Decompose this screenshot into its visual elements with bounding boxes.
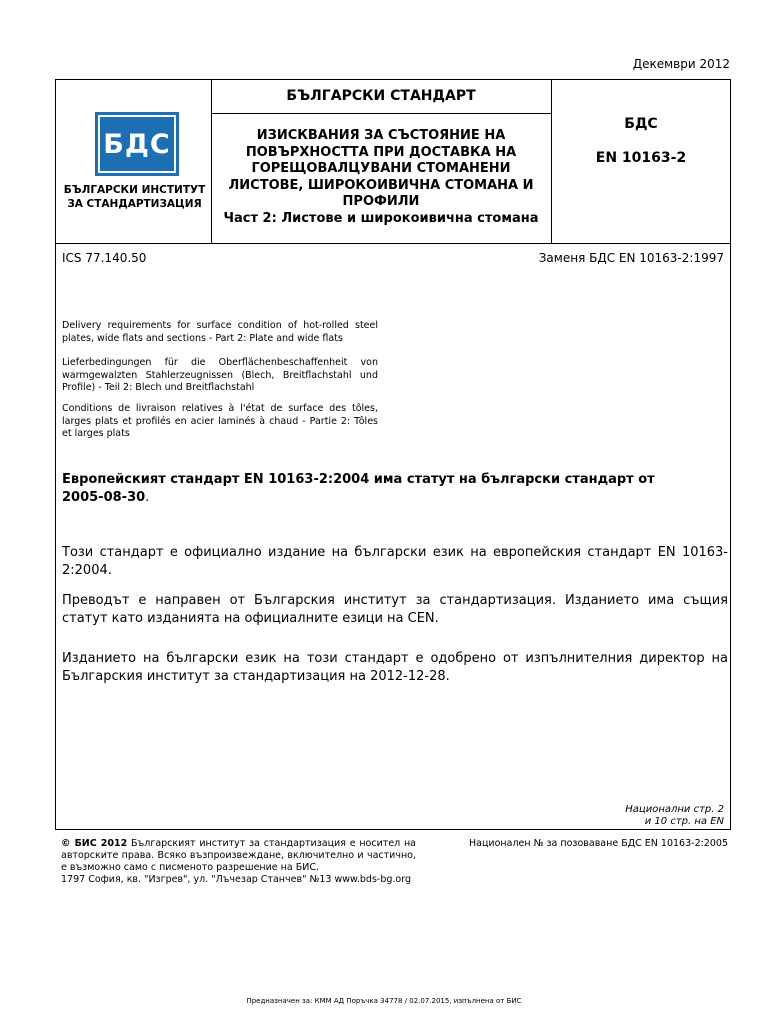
official-edition-paragraph: Този стандарт е официално издание на български език на европейския стандарт EN 10163-2:2004. (62, 545, 728, 578)
institute-line-1: БЪЛГАРСКИ ИНСТИТУТ (63, 184, 206, 196)
page-footer: Предназначен за: КММ АД Поръчка 34778 / 02.07.2015, изпълнена от БИС (246, 997, 522, 1005)
european-status-bold: Европейският стандарт EN 10163-2:2004 има статут на български стандарт от 2005-08-30 (62, 472, 655, 505)
title-french: Conditions de livraison relatives à l'état de surface des tôles, larges plats et profilés en acier laminés à chaud - Partie 2: Tôles et larges plats (62, 403, 378, 439)
national-reference-number: Национален № за позоваване БДС EN 10163-2:2005 (469, 838, 728, 849)
european-status-end: . (145, 489, 150, 505)
bds-logo (95, 112, 179, 176)
standard-number: EN 10163-2 (595, 150, 687, 166)
standard-title: БЪЛГАРСКИ СТАНДАРТ (286, 88, 476, 104)
copyright-notice (61, 838, 416, 886)
logo-text: БДС (103, 128, 171, 160)
copyright-bold: © БИС 2012 (61, 838, 128, 849)
subtitle-line: ЛИСТОВЕ, ШИРОКОИВИЧНА СТОМАНА И (228, 177, 534, 193)
approval-paragraph: Изданието на български език на този стандарт е одобрено от изпълнителния директор на Българския институт за стандартизация на 2012-12-28. (62, 651, 728, 684)
title-german: Lieferbedingungen für die Oberflächenbeschaffenheit von warmgewalzten Stahlerzeugnissen (Blech, Breitflachstahl und Profile) - Teil 2: Blech und Breitflachstahl (62, 357, 378, 393)
ics-code: ICS 77.140.50 (62, 251, 147, 265)
subtitle-line: ПОВЪРХНОСТТА ПРИ ДОСТАВКА НА (245, 144, 517, 160)
institute-name (56, 183, 213, 211)
standard-subtitle (211, 128, 551, 227)
subtitle-line: ИЗИСКВАНИЯ ЗА СЪСТОЯНИЕ НА (256, 128, 506, 143)
title-divider (211, 113, 551, 114)
standard-code: БДС (624, 116, 658, 132)
european-status-statement (62, 471, 682, 506)
subtitle-line: ПРОФИЛИ (342, 194, 420, 209)
copyright-text (61, 838, 416, 874)
title-english: Delivery requirements for surface condition of hot-rolled steel plates, wide flats and sections - Part 2: Plate and wide flats (62, 320, 378, 344)
cover-frame (55, 79, 731, 830)
subtitle-part-line: Част 2: Листове и широкоивична стомана (223, 210, 539, 226)
translation-paragraph: Преводът е направен от Българския институт за стандартизация. Изданието има същия статут като изданията на официалните езици на CEN. (62, 593, 728, 626)
page-count (625, 804, 724, 828)
subtitle-line: ГОРЕЩОВАЛЦУВАНИ СТОМАНЕНИ (251, 161, 511, 176)
header-divider (56, 243, 730, 244)
copyright-address: 1797 София, кв. "Изгрев", ул. "Лъчезар Станчев" №13 www.bds-bg.org (61, 874, 412, 885)
en-pages: и 10 стр. на EN (644, 816, 724, 827)
publication-date: Декември 2012 (632, 57, 730, 71)
institute-line-2: ЗА СТАНДАРТИЗАЦИЯ (67, 198, 202, 210)
copyright-body: Българският институт за стандартизация е носител на авторските права. Всяко възпроизвеждане, включително и частично, е възможно само с писменото разрешение на БИС. (61, 838, 417, 873)
national-pages: Национални стр. 2 (625, 804, 724, 815)
replaces-standard: Заменя БДС EN 10163-2:1997 (538, 251, 724, 265)
